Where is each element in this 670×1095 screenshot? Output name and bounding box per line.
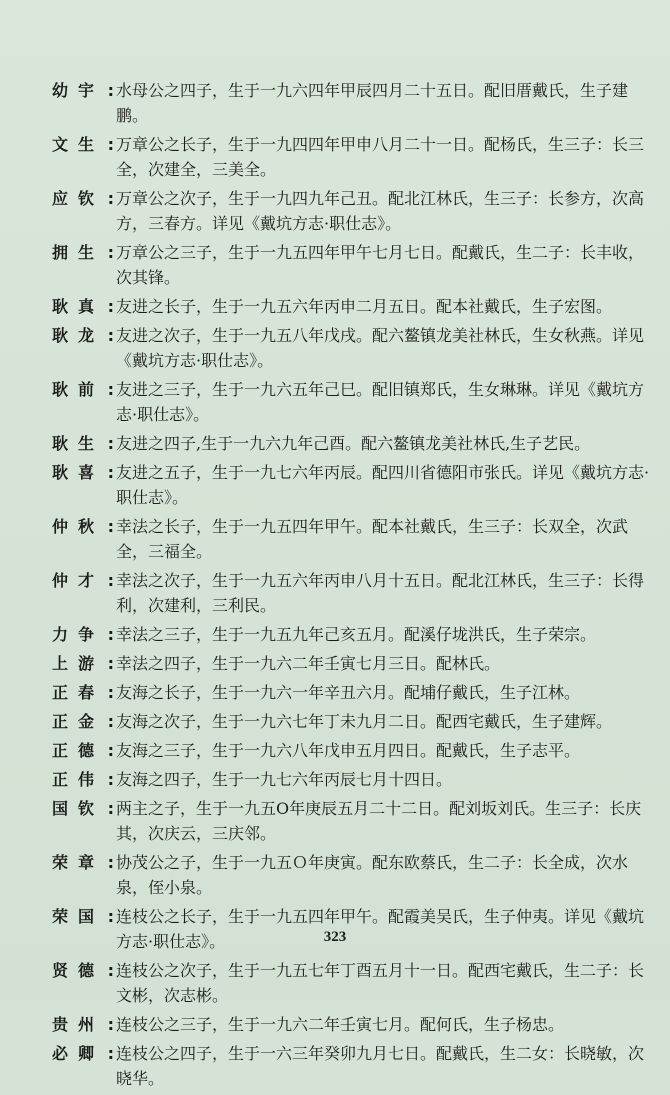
- entry-17: [52, 796, 652, 846]
- entry-text: 友海之长子，生于一九六一年辛丑六月。配埔仔戴氏，生子江林。: [116, 683, 581, 702]
- entry-name: 正德 :: [52, 741, 114, 760]
- entry-9: [52, 514, 652, 564]
- entry-text: 友海之次子，生于一九六七年丁未九月二日。配西宅戴氏，生子建辉。: [116, 712, 613, 731]
- entry-16: [52, 767, 652, 792]
- entry-12: [52, 651, 652, 676]
- entry-name: 正春 :: [52, 683, 114, 702]
- entry-text: 水母公之四子，生于一九六四年甲辰四月二十五日。配旧厝戴氏，生子建鹏。: [116, 81, 629, 125]
- entry-text: 友海之三子，生于一九六八年戊申五月四日。配戴氏，生子志平。: [116, 741, 581, 760]
- entry-name: 仲秋 :: [52, 517, 114, 536]
- entry-text: 友进之五子，生于一九七六年丙辰。配四川省德阳市张氏。详见《戴坑方志·职仕志》。: [116, 463, 650, 507]
- entry-name: 正金 :: [52, 712, 114, 731]
- entry-name: 文生 :: [52, 135, 114, 154]
- entry-21: [52, 1012, 652, 1037]
- entry-0: [52, 78, 652, 128]
- entry-10: [52, 568, 652, 618]
- entry-name: 幼宇 :: [52, 81, 114, 100]
- entry-text: 幸法之四子，生于一九六二年壬寅七月三日。配林氏。: [116, 654, 501, 673]
- entry-text: 协茂公之子，生于一九五Ｏ年庚寅。配东欧蔡氏，生二子：长全成，次水泉，侄小泉。: [116, 853, 629, 897]
- entry-20: [52, 958, 652, 1008]
- entry-text: 友进之四子,生于一九六九年己酉。配六鳌镇龙美社林氏,生子艺民。: [116, 434, 591, 453]
- entry-2: [52, 186, 652, 236]
- entry-text: 幸法之次子，生于一九五六年丙申八月十五日。配北江林氏，生三子：长得利，次建利，三利民。: [116, 571, 645, 615]
- entry-name: 耿喜 :: [52, 463, 114, 482]
- entry-8: [52, 460, 652, 510]
- entry-6: [52, 377, 652, 427]
- entry-text: 友海之四子，生于一九七六年丙辰七月十四日。: [116, 770, 453, 789]
- entry-name: 应钦 :: [52, 189, 114, 208]
- entry-text: 友进之三子，生于一九六五年己巳。配旧镇郑氏，生女琳琳。详见《戴坑方志·职仕志》。: [116, 380, 645, 424]
- entry-text: 幸法之长子，生于一九五四年甲午。配本社戴氏，生三子：长双全，次武全，三福全。: [116, 517, 629, 561]
- entry-name: 国钦 :: [52, 799, 114, 818]
- entry-text: 万章公之三子，生于一九五四年甲午七月七日。配戴氏，生二子：长丰收，次其锋。: [116, 243, 645, 287]
- entry-15: [52, 738, 652, 763]
- entry-name: 荣国 :: [52, 907, 114, 926]
- entry-name: 上游 :: [52, 654, 114, 673]
- entry-5: [52, 323, 652, 373]
- entry-22: [52, 1041, 652, 1091]
- entry-text: 友进之次子，生于一九五八年戊戌。配六鳌镇龙美社林氏，生女秋燕。详见《戴坑方志·职仕志》。: [116, 326, 645, 370]
- entry-4: [52, 294, 652, 319]
- entry-3: [52, 240, 652, 290]
- entry-text: 幸法之三子，生于一九五九年己亥五月。配溪仔垅洪氏，生子荣宗。: [116, 625, 597, 644]
- entry-text: 连枝公之次子，生于一九五七年丁酉五月十一日。配西宅戴氏，生二子：长文彬，次志彬。: [116, 961, 645, 1005]
- entry-name: 贤德 :: [52, 961, 114, 980]
- entry-name: 荣章 :: [52, 853, 114, 872]
- entry-name: 拥生 :: [52, 243, 114, 262]
- entry-13: [52, 680, 652, 705]
- entry-name: 力争 :: [52, 625, 114, 644]
- entry-11: [52, 622, 652, 647]
- entry-text: 连枝公之长子，生于一九五四年甲午。配霞美吴氏，生子仲夷。详见《戴坑方志·职仕志》。: [116, 907, 645, 951]
- entry-text: 万章公之次子，生于一九四九年己丑。配北江林氏，生三子：长参方，次高方，三春方。详见《戴坑方志·职仕志》。: [116, 189, 645, 233]
- entry-name: 耿前 :: [52, 380, 114, 399]
- entry-text: 连枝公之四子，生于一六三年癸卯九月七日。配戴氏，生二女：长晓敏，次晓华。: [116, 1044, 645, 1088]
- entry-name: 仲才 :: [52, 571, 114, 590]
- entry-text: 万章公之长子，生于一九四四年甲申八月二十一日。配杨氏，生三子：长三全，次建全，三美全。: [116, 135, 645, 179]
- entry-name: 贵州 :: [52, 1015, 114, 1034]
- entry-name: 必卿 :: [52, 1044, 114, 1063]
- entry-name: 耿真 :: [52, 297, 114, 316]
- entry-name: 正伟 :: [52, 770, 114, 789]
- entry-text: 连枝公之三子，生于一九六二年壬寅七月。配何氏，生子杨忠。: [116, 1015, 565, 1034]
- entry-text: 友进之长子，生于一九五六年丙申二月五日。配本社戴氏，生子宏图。: [116, 297, 613, 316]
- entry-18: [52, 850, 652, 900]
- entry-14: [52, 709, 652, 734]
- entry-name: 耿生 :: [52, 434, 114, 453]
- entry-text: 两主之子，生于一九五O年庚辰五月二十二日。配刘坂刘氏。生三子：长庆其，次庆云，三庆邻。: [116, 799, 642, 843]
- page-number: 323: [323, 929, 347, 945]
- entry-7: [52, 431, 652, 456]
- entry-1: [52, 132, 652, 182]
- entry-name: 耿龙 :: [52, 326, 114, 345]
